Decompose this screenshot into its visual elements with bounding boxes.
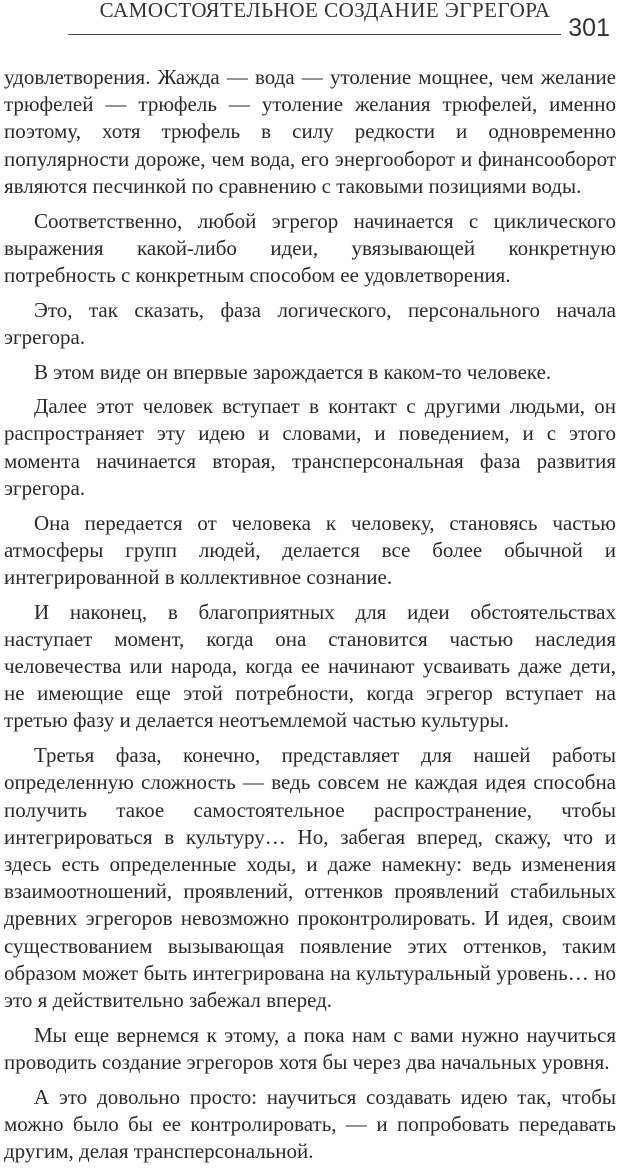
paragraph: Она передается от человека к человеку, становясь частью атмосферы групп людей, делается все более обычной и интегрированной в коллективное сознание. — [4, 510, 616, 589]
running-head: САМОСТОЯТЕЛЬНОЕ СОЗДАНИЕ ЭГРЕГОРА — [99, 0, 551, 22]
paragraph: Это, так сказать, фаза логического, персонального начала эгрегора. — [4, 297, 616, 349]
paragraph: Далее этот человек вступает в контакт с другими людьми, он распространяет эту идею и словами, и поведением, и с этого момента начинается вторая, трансперсональная фаза развития эгрегора. — [4, 394, 616, 500]
paragraph: Третья фаза, конечно, представляет для нашей работы определенную сложность — ведь совсем не каждая идея способна получить такое самостоятельное распространение, чтобы интегрироваться в культуру… Но, забегая вперед, скажу, что и здесь есть определенные ходы, и даже намекну: ведь изменения взаимоотношений, проявлений, оттенков проявлений стабильных древних эгрегоров невозможно проконтролировать. И идея, своим существованием вызывающая появление этих оттенков, таким образом может быть интегрирована на культуральный уровень… но это я действительно забежал вперед. — [4, 743, 616, 1012]
paragraph: Соответственно, любой эгрегор начинается с циклического выражения какой-либо идеи, увязывающей конкретную потребность с конкретным способом ее удовлетворения. — [4, 208, 616, 287]
paragraph: В этом виде он впервые зарождается в каком-то человеке. — [34, 359, 552, 384]
header-rule — [68, 34, 561, 35]
paragraph: Мы еще вернемся к этому, а пока нам с вами нужно научиться проводить создание эгрегоров хотя бы через два начальных уровня. — [4, 1022, 616, 1074]
paragraph: И наконец, в благоприятных для идеи обстоятельствах наступает момент, когда она становится частью наследия человечества или народа, когда ее начинают усваивать даже дети, не имеющие еще этой потребности, когда эгрегор вступает на третью фазу и делается неотъемлемой частью культуры. — [4, 599, 616, 733]
page-body — [4, 64, 616, 1173]
paragraph: А это довольно просто: научиться создавать идею так, чтобы можно было бы ее контролировать, — и попробовать передавать другим, делая трансперсональной. — [4, 1084, 616, 1164]
paragraph: удовлетворения. Жажда — вода — утоление мощнее, чем желание трюфелей — трюфель — утоление желания трюфелей, именно поэтому, хотя трюфель в силу редкости и одновременно популярности дороже, чем вода, его энергооборот и финансооборот являются песчинкой по сравнению с таковыми позициями воды. — [4, 65, 616, 198]
page-number: 301 — [568, 14, 610, 42]
